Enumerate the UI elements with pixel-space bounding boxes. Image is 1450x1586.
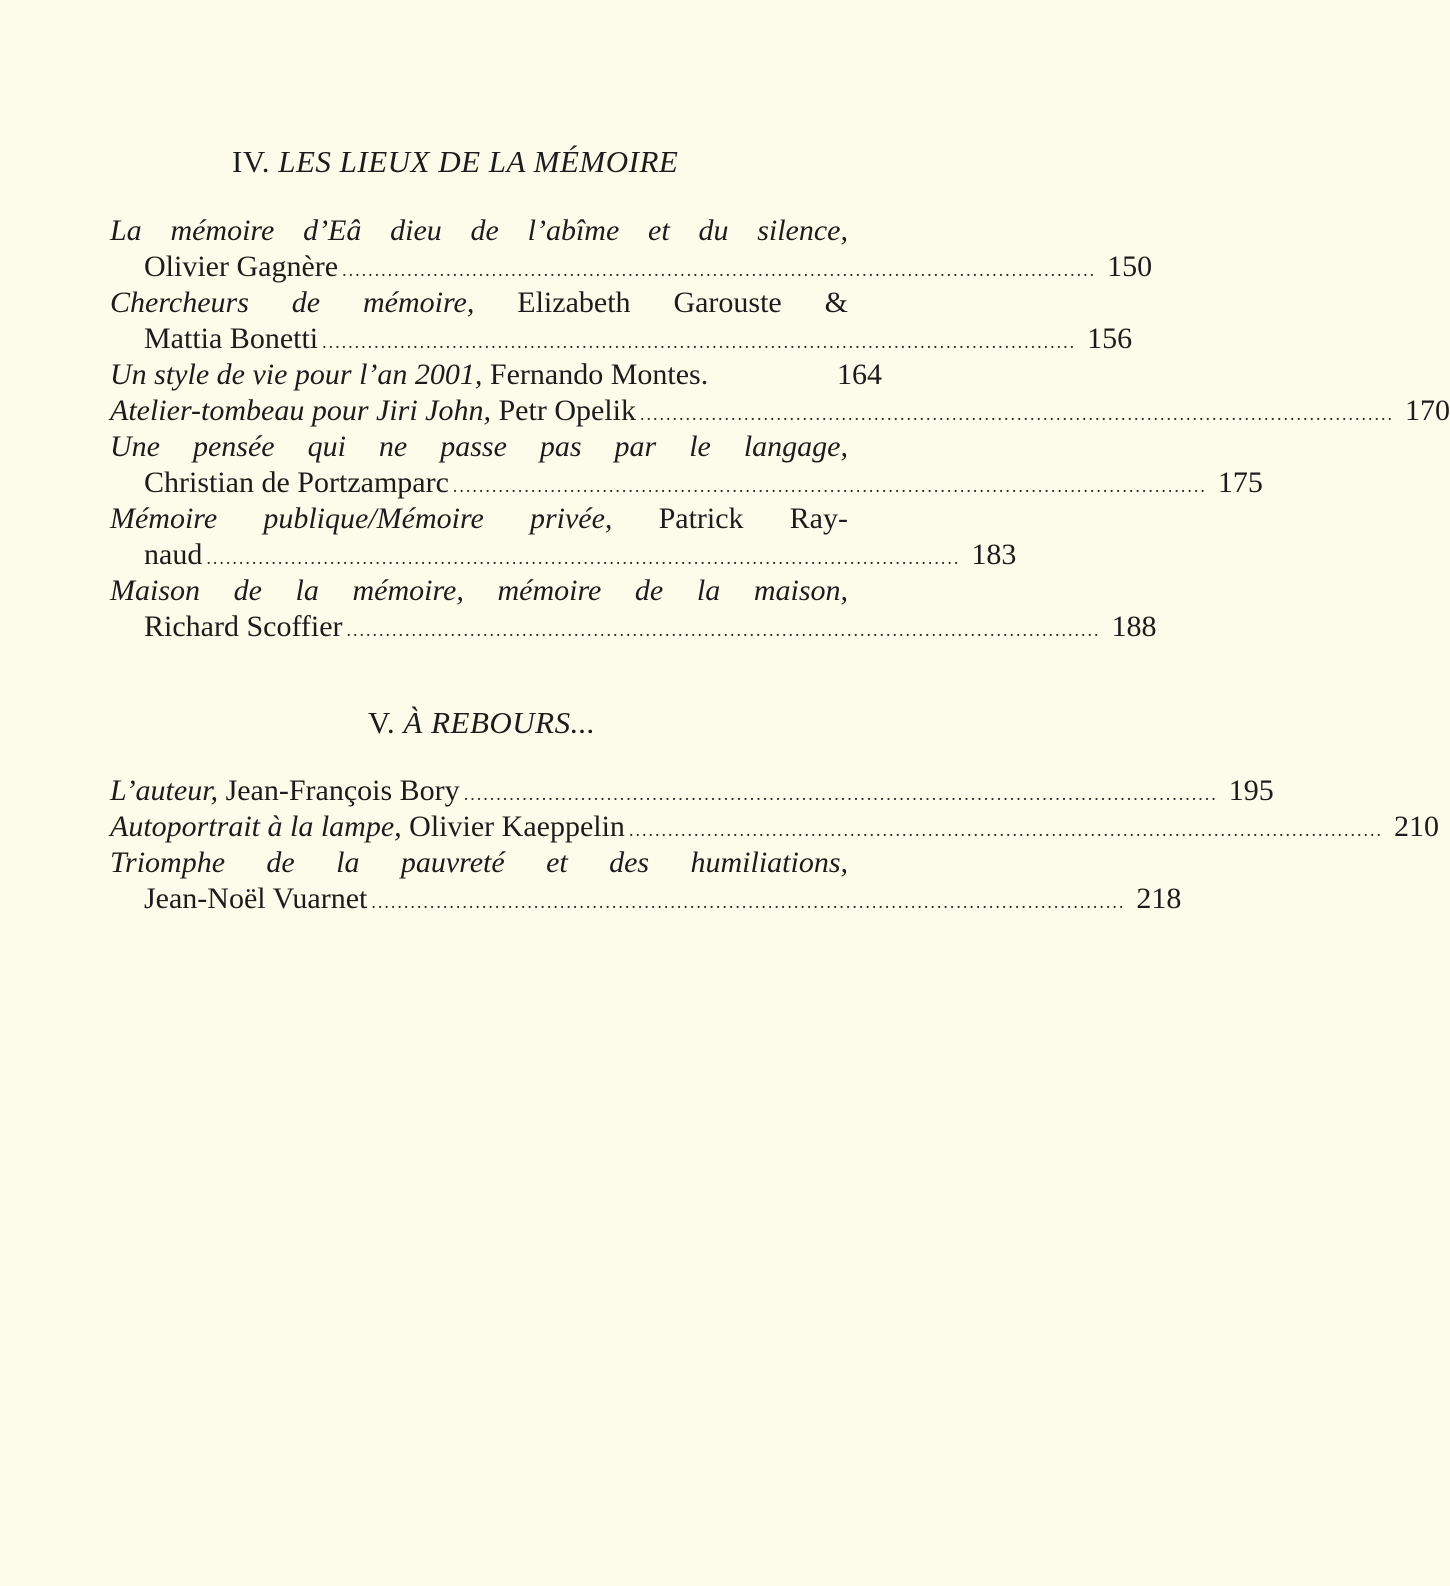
entry-title: La mémoire d’Eâ dieu de l’abîme et du silence, (110, 214, 848, 247)
entry-title: Triomphe de la pauvreté et des humiliations, (110, 846, 848, 879)
entry-author: Patrick Ray- (658, 502, 848, 535)
entry-title: Maison de la mémoire, mémoire de la maison, (110, 574, 848, 607)
entry-author: Jean-François Bory (225, 774, 460, 807)
toc-section-v (110, 773, 1439, 917)
section-title: À REBOURS... (403, 705, 596, 740)
section-heading-iv (232, 144, 678, 180)
toc-entry (110, 285, 1133, 357)
page-number: 164 (837, 358, 882, 391)
entry-title: Un style de vie pour l’an 2001, (110, 358, 483, 391)
dot-leader: .................................................................................................................... (628, 820, 1383, 840)
toc-entry (110, 573, 1157, 645)
entry-title: Autoportrait à la lampe, (110, 810, 402, 843)
entry-author: Richard Scoffier (144, 610, 343, 643)
entry-author-continued: Mattia Bonetti (144, 322, 319, 355)
toc-section-iv (110, 213, 1450, 645)
entry-title: L’auteur, (110, 774, 219, 807)
entry-author: Olivier Kaeppelin (409, 810, 625, 843)
section-heading-v (368, 705, 595, 741)
section-title: LES LIEUX DE LA MÉMOIRE (278, 144, 679, 179)
page-number: 195 (1228, 774, 1274, 807)
entry-author: Olivier Gagnère (144, 250, 339, 283)
page-number: 170 (1404, 394, 1450, 427)
entry-author: Petr Opelik (498, 394, 636, 427)
dot-leader: .................................................................................................................... (371, 892, 1126, 912)
entry-author: Christian de Portzamparc (144, 466, 449, 499)
toc-entry (110, 393, 1450, 429)
section-number: IV. (232, 144, 270, 179)
entry-author-continued: naud (144, 538, 203, 571)
dot-leader: .................................................................................................................... (342, 260, 1097, 280)
page-number: 175 (1217, 466, 1263, 499)
toc-entry (110, 809, 1439, 845)
toc-entry (110, 357, 882, 393)
toc-entry (110, 501, 1017, 573)
dot-leader: .................................................................................................................... (452, 476, 1207, 496)
page-number: 210 (1393, 810, 1439, 843)
dot-leader: .................................................................................................................... (346, 620, 1101, 640)
entry-author: Elizabeth Garouste & (517, 286, 848, 319)
entry-title: Une pensée qui ne passe pas par le langage, (110, 430, 848, 463)
dot-leader: .................................................................................................................... (639, 404, 1394, 424)
page-number: 188 (1111, 610, 1157, 643)
entry-author: Fernando Montes. (489, 358, 709, 391)
page-number: 150 (1107, 250, 1153, 283)
toc-entry (110, 845, 1182, 917)
toc-entry (110, 429, 1263, 501)
section-number: V. (368, 705, 396, 740)
entry-title: Atelier-tombeau pour Jiri John, (110, 394, 491, 427)
toc-entry (110, 213, 1153, 285)
page-number: 218 (1136, 882, 1182, 915)
page-number: 156 (1087, 322, 1133, 355)
page-number: 183 (971, 538, 1017, 571)
dot-leader: .................................................................................................................... (206, 548, 961, 568)
toc-entry (110, 773, 1274, 809)
entry-title: Mémoire publique/Mémoire privée, (110, 502, 613, 535)
dot-leader: .................................................................................................................... (463, 784, 1218, 804)
entry-author: Jean-Noël Vuarnet (144, 882, 368, 915)
entry-title: Chercheurs de mémoire, (110, 286, 475, 319)
dot-leader: .................................................................................................................... (322, 332, 1077, 352)
